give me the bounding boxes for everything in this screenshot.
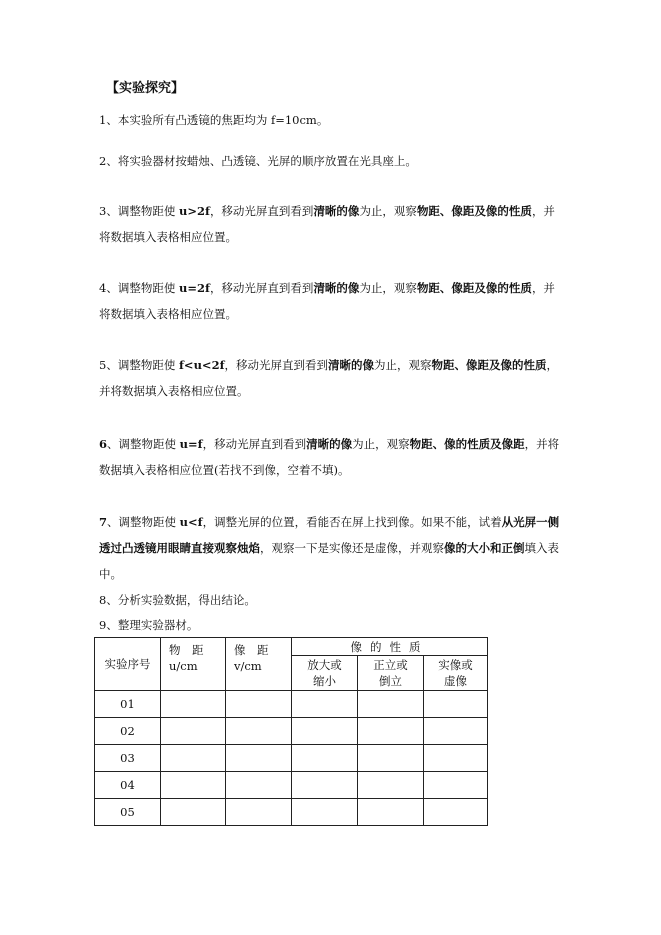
step-5-part-c: ，移动光屏直到看到 — [224, 358, 329, 372]
cell-u[interactable] — [161, 718, 226, 745]
cell-orientation[interactable] — [358, 772, 424, 799]
step-4-condition: u=2f — [178, 281, 210, 295]
header-magnify-line1: 放大或 — [307, 658, 342, 672]
step-4 — [99, 275, 565, 327]
step-7 — [99, 509, 565, 587]
row-seq: 04 — [95, 772, 161, 799]
step-3-part-e: 为止，观察 — [359, 204, 417, 218]
step-5-part-a: 5、调整物距使 — [99, 358, 179, 372]
step-4-part-e: 为止，观察 — [359, 281, 417, 295]
header-object-distance-unit: u/cm — [169, 659, 198, 673]
step-6-part-b: 、调整物距使 — [107, 437, 180, 451]
table-row — [95, 691, 488, 718]
cell-u[interactable] — [161, 799, 226, 826]
table-row — [95, 772, 488, 799]
header-object-distance-label: 物 距 — [169, 643, 204, 657]
step-3-part-a: 3、调整物距使 — [99, 204, 179, 218]
header-real-virtual-line1: 实像或 — [438, 658, 473, 672]
cell-orientation[interactable] — [358, 745, 424, 772]
step-2: 2、将实验器材按蜡烛、凸透镜、光屏的顺序放置在光具座上。 — [99, 154, 417, 168]
step-3-clear-image: 清晰的像 — [313, 204, 360, 218]
step-5-part-e: 为止，观察 — [374, 358, 432, 372]
step-7-part-f: ，观察一下是实像还是虚像，并观察 — [260, 541, 444, 555]
header-orientation-line2: 倒立 — [379, 674, 402, 688]
step-4-part-g: ，并将数据填入表格相应位置。 — [99, 281, 555, 321]
header-seq: 实验序号 — [95, 638, 161, 691]
table-row — [95, 799, 488, 826]
table-row — [95, 718, 488, 745]
step-7-part-h: 填入表中。 — [99, 541, 559, 581]
step-6-part-d: ，移动光屏直到看到 — [202, 437, 307, 451]
cell-magnify[interactable] — [292, 772, 358, 799]
row-seq: 02 — [95, 718, 161, 745]
step-1: 1、本实验所有凸透镜的焦距均为 f=10cm。 — [99, 113, 329, 127]
cell-v[interactable] — [226, 772, 292, 799]
cell-magnify[interactable] — [292, 718, 358, 745]
section-heading: 【实验探究】 — [106, 81, 185, 96]
step-6-part-f: 为止，观察 — [352, 437, 410, 451]
cell-magnify[interactable] — [292, 745, 358, 772]
cell-u[interactable] — [161, 772, 226, 799]
header-magnify — [292, 656, 358, 691]
step-9: 9、整理实验器材。 — [99, 618, 199, 632]
cell-real-virtual[interactable] — [424, 772, 488, 799]
step-5-condition: f<u<2f — [178, 358, 225, 372]
cell-magnify[interactable] — [292, 799, 358, 826]
row-seq: 05 — [95, 799, 161, 826]
step-5 — [99, 352, 565, 404]
step-4-clear-image: 清晰的像 — [313, 281, 360, 295]
step-6 — [99, 431, 565, 483]
step-6-part-h: ，并将数据填入表格相应位置(若找不到像，空着不填)。 — [99, 437, 560, 477]
step-4-part-c: ，移动光屏直到看到 — [209, 281, 314, 295]
cell-orientation[interactable] — [358, 799, 424, 826]
step-6-clear-image: 清晰的像 — [306, 437, 353, 451]
step-6-observe-items: 物距、像的性质及像距 — [409, 437, 525, 451]
step-4-observe-items: 物距、像距及像的性质 — [416, 281, 532, 295]
row-seq: 01 — [95, 691, 161, 718]
header-orientation-line1: 正立或 — [373, 658, 408, 672]
header-image-distance-label: 像 距 — [234, 643, 269, 657]
step-3-observe-items: 物距、像距及像的性质 — [416, 204, 532, 218]
step-7-part-b: 、调整物距使 — [107, 515, 180, 529]
step-7-condition: u<f — [179, 515, 203, 529]
cell-orientation[interactable] — [358, 691, 424, 718]
step-5-clear-image: 清晰的像 — [328, 358, 375, 372]
header-object-distance — [161, 638, 226, 691]
data-table — [94, 637, 488, 826]
step-3 — [99, 198, 565, 250]
cell-orientation[interactable] — [358, 718, 424, 745]
step-5-part-g: ，并将数据填入表格相应位置。 — [99, 358, 559, 398]
header-orientation — [358, 656, 424, 691]
step-3-part-c: ，移动光屏直到看到 — [209, 204, 314, 218]
step-7-number: 7 — [99, 515, 108, 529]
header-magnify-line2: 缩小 — [313, 674, 336, 688]
header-image-distance — [226, 638, 292, 691]
header-real-virtual-line2: 虚像 — [444, 674, 467, 688]
header-real-virtual — [424, 656, 488, 691]
table-row — [95, 745, 488, 772]
cell-magnify[interactable] — [292, 691, 358, 718]
row-seq: 03 — [95, 745, 161, 772]
cell-v[interactable] — [226, 691, 292, 718]
step-8: 8、分析实验数据，得出结论。 — [99, 593, 256, 607]
cell-real-virtual[interactable] — [424, 799, 488, 826]
header-image-distance-unit: v/cm — [234, 659, 262, 673]
step-3-part-g: ，并将数据填入表格相应位置。 — [99, 204, 555, 244]
cell-v[interactable] — [226, 718, 292, 745]
step-6-condition: u=f — [179, 437, 203, 451]
cell-u[interactable] — [161, 691, 226, 718]
cell-u[interactable] — [161, 745, 226, 772]
cell-v[interactable] — [226, 745, 292, 772]
step-6-number: 6 — [99, 437, 108, 451]
cell-real-virtual[interactable] — [424, 745, 488, 772]
step-4-part-a: 4、调整物距使 — [99, 281, 179, 295]
step-7-size-orientation: 像的大小和正倒 — [444, 541, 525, 555]
step-7-part-d: ，调整光屏的位置，看能否在屏上找到像。如果不能，试着 — [202, 515, 502, 529]
step-3-condition: u>2f — [178, 204, 210, 218]
header-image-properties: 像的性质 — [292, 638, 488, 656]
cell-real-virtual[interactable] — [424, 691, 488, 718]
cell-real-virtual[interactable] — [424, 718, 488, 745]
step-7-direct-observe: 从光屏一侧透过凸透镜用眼睛直接观察烛焰 — [99, 515, 560, 555]
step-5-observe-items: 物距、像距及像的性质 — [431, 358, 547, 372]
cell-v[interactable] — [226, 799, 292, 826]
